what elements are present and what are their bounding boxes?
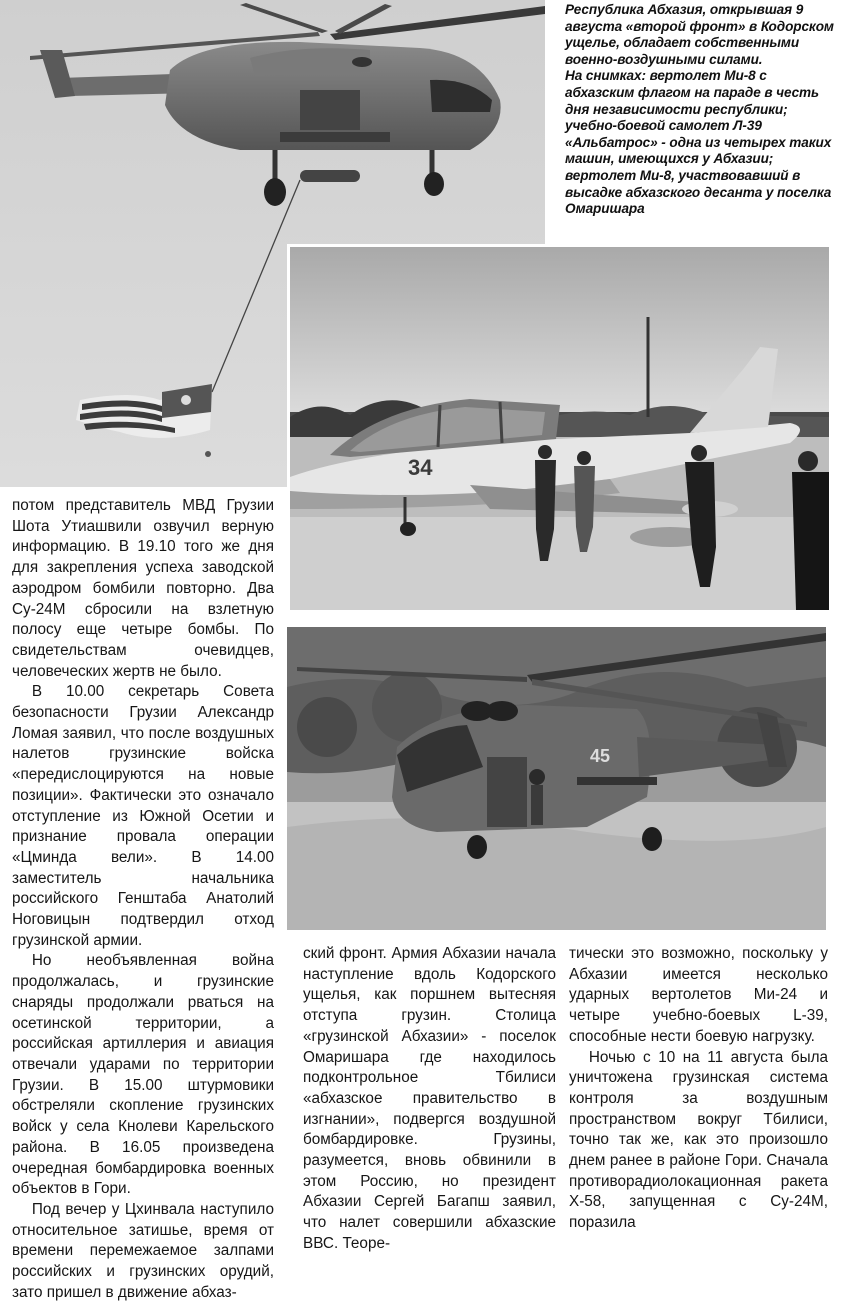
paragraph: тически это возможно, поскольку у Абхазии имеется несколько ударных вертолетов Ми-24 и четыре учебно-боевых L-39, способные нести боевую нагрузку. <box>569 945 828 1045</box>
paragraph: Но необъявленная война продолжалась, и грузинские снаряды продолжали рваться на осетинской территории, а российская артиллерия и авиация отвечали ударами по территории Грузии. В 15.00 штурмовики обстреляли скопление грузинских войск у села Кнолеви Карельского района. В 16.05 произведена очередная бомбардировка военных объектов в Гори. <box>12 952 274 1198</box>
paragraph: В 10.00 секретарь Совета безопасности Грузии Александр Ломая заявил, что после воздушных налетов грузинские войска «передислоцируются на новые позиции». Фактически это означало отступление из Южной Осетии и признание провала операции «Цминда вели». В 14.00 заместитель начальника российского Генштаба Анатолий Ноговицын подтвердил отход грузинской армии. <box>12 683 274 949</box>
text-column-left <box>12 496 274 1303</box>
mi8-ground-illustration <box>287 627 826 930</box>
caption-intro: Республика Абхазия, открывшая 9 августа «второй фронт» в Кодорском ущелье, обладает собственными военно-воздушными силами. <box>565 2 834 67</box>
photo-mi8-landed <box>287 627 826 930</box>
photo-l39-albatros <box>287 244 829 610</box>
photo-caption <box>565 2 837 218</box>
paragraph: Ночью с 10 на 11 августа была уничтожена грузинская система контроля за воздушным пространством вокруг Тбилиси, точно так же, как это произошло днем ранее в районе Гори. Сначала противорадиолокационная ракета Х-58, запущенная с Су-24М, поразила <box>569 1048 828 1232</box>
paragraph: Под вечер у Цхинвала наступило относительное затишье, время от времени перемежаемое залпами российских и грузинских орудий, зато пришел в движение абхаз- <box>12 1200 274 1301</box>
text-column-right <box>569 944 828 1234</box>
mi8-side-number: 45 <box>590 746 611 766</box>
l39-tail-number: 34 <box>408 455 433 480</box>
l39-illustration <box>290 247 829 610</box>
caption-photo-2: учебно-боевой самолет Л-39 «Альбатрос» - одна из четырех таких машин, имеющихся у Абхазии; <box>565 118 832 167</box>
text-column-middle <box>303 944 556 1255</box>
paragraph: ский фронт. Армия Абхазии начала наступление вдоль Кодорского ущелья, как поршнем вытесняя отступа грузин. Столица «грузинской Абхазии» - поселок Омаришара где находилось подконтрольное Тбилиси «абхазское правительство в изгнании», подвергся воздушной бомбардировке. Грузины, разумеется, вновь обвинили в этом Россию, но президент Абхазии Сергей Багапш заявил, что налет совершили абхазские ВВС. Теоре- <box>303 945 556 1252</box>
caption-photo-3: вертолет Ми-8, участвовавший в высадке абхазского десанта у поселка Омаришара <box>565 167 832 217</box>
caption-photo-1: На снимках: вертолет Ми-8 с абхазским флагом на параде в честь дня независимости республики; <box>565 68 819 117</box>
paragraph: потом представитель МВД Грузии Шота Утиашвили озвучил верную информацию. В 19.10 того же дня для закрепления успеха заводской аэродром бомбили повторно. Два Су-24М сбросили на взлетную полосу еще четыре бомбы. По свидетельствам очевидцев, человеческих жертв не было. <box>12 497 274 680</box>
